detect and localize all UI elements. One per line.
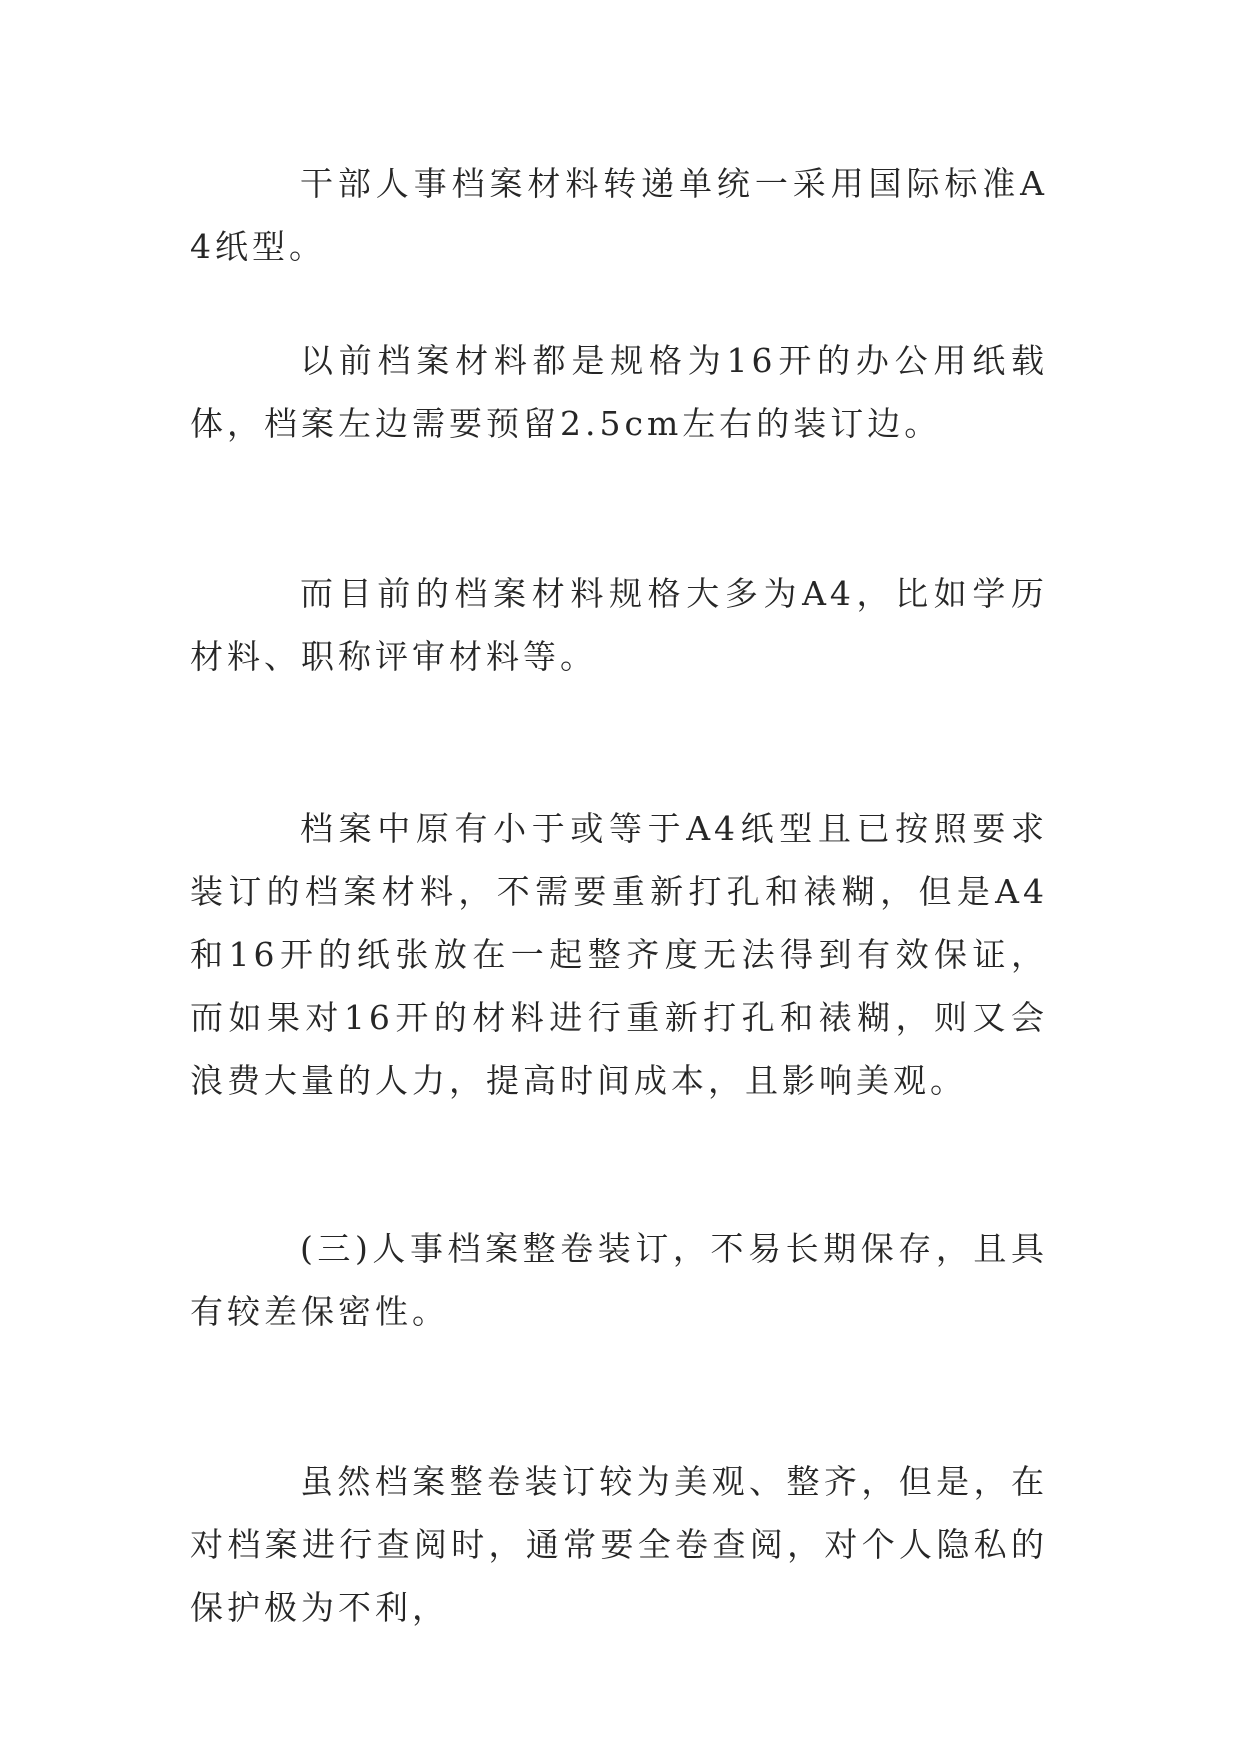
section-heading-paragraph: (三)人事档案整卷装订，不易长期保存，且具有较差保密性。	[190, 1229, 1048, 1331]
paragraph: 而目前的档案材料规格大多为A4，比如学历材料、职称评审材料等。	[190, 574, 1048, 676]
paragraph: 以前档案材料都是规格为16开的办公用纸载体，档案左边需要预留2.5cm左右的装订边。	[190, 341, 1048, 443]
paragraph: 干部人事档案材料转递单统一采用国际标准A4纸型。	[190, 164, 1048, 266]
paragraph: 档案中原有小于或等于A4纸型且已按照要求装订的档案材料，不需要重新打孔和裱糊，但是A4和16开的纸张放在一起整齐度无法得到有效保证，而如果对16开的材料进行重新打孔和裱糊，则又会浪费大量的人力，提高时间成本，且影响美观。	[190, 809, 1048, 1100]
paragraph: 虽然档案整卷装订较为美观、整齐，但是，在对档案进行查阅时，通常要全卷查阅，对个人隐私的保护极为不利，	[190, 1462, 1048, 1627]
